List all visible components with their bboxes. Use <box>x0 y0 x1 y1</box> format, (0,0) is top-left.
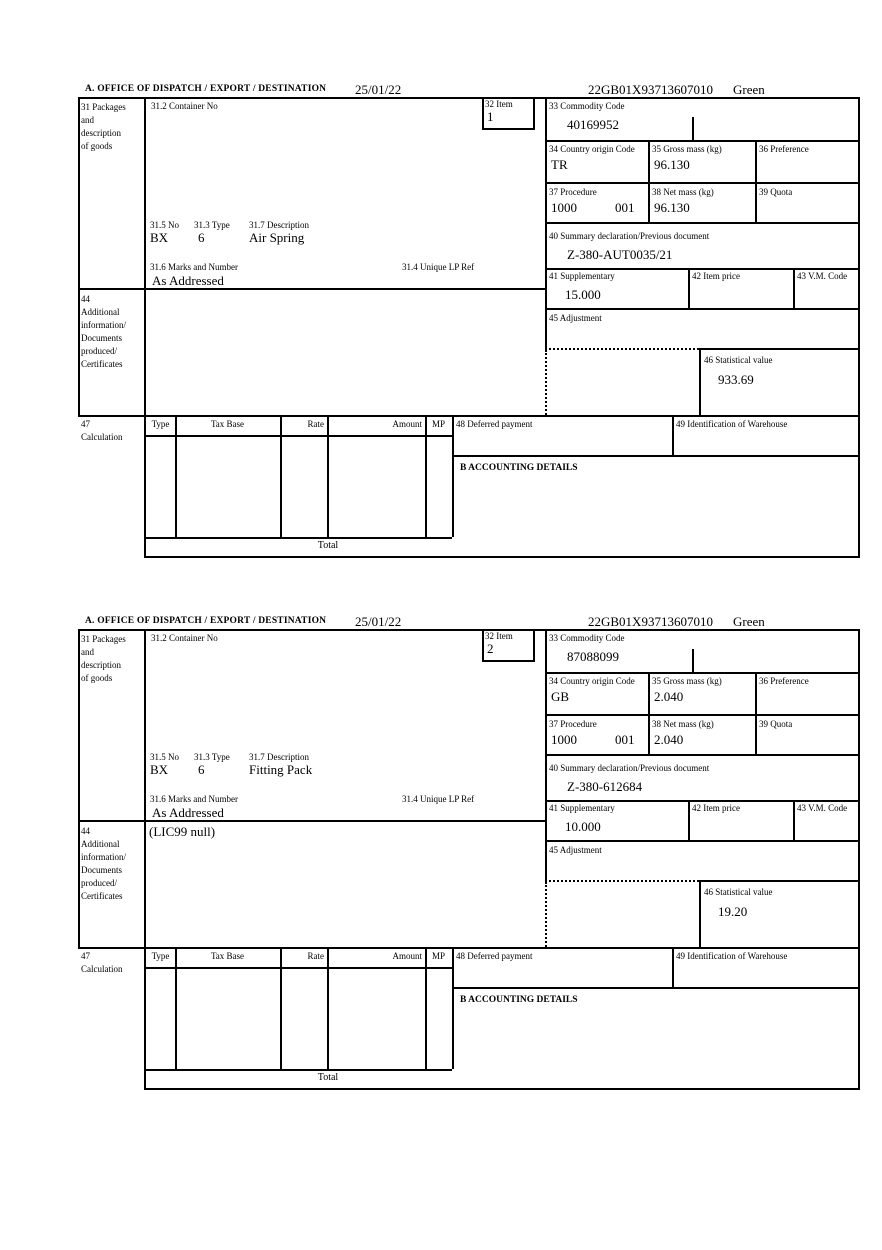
grid-line <box>755 672 757 754</box>
grid-line <box>545 268 860 270</box>
box44-label-line: 44 <box>81 826 90 836</box>
grid-line <box>146 967 452 969</box>
box31-label <box>81 633 126 685</box>
dotted-divider <box>545 348 699 350</box>
box44-label-line: produced/ <box>81 346 117 356</box>
grid-line <box>144 97 146 558</box>
grid-line <box>175 947 177 1069</box>
mp-column-header: MP <box>431 951 445 961</box>
mp-column-header: MP <box>431 419 445 429</box>
marks-and-number-value: As Addressed <box>152 273 224 288</box>
box44-label-line: Documents <box>81 333 122 343</box>
additional-information-value: (LIC99 null) <box>149 824 216 839</box>
goods-description-value: Air Spring <box>249 230 305 245</box>
box31-4-unique-lp-ref-label: 31.4 Unique LP Ref <box>402 262 475 272</box>
box48-deferred-payment-label: 48 Deferred payment <box>456 419 533 429</box>
box32-item-label: 32 Item <box>485 631 513 641</box>
box44-label-line: produced/ <box>81 878 117 888</box>
tax-base-column-header: Tax Base <box>210 951 245 961</box>
office-of-dispatch-header: A. OFFICE OF DISPATCH / EXPORT / DESTINATION <box>85 84 327 94</box>
box33-commodity-code-label: 33 Commodity Code <box>549 633 625 643</box>
box31-6-marks-label: 31.6 Marks and Number <box>150 262 238 272</box>
grid-line <box>672 415 674 455</box>
supplementary-value: 15.000 <box>565 287 601 302</box>
grid-line <box>482 629 484 660</box>
grid-line <box>545 714 860 716</box>
box44-label-line: information/ <box>81 320 126 330</box>
mrn-value: 22GB01X93713607010 <box>588 614 713 629</box>
box31-label-line: description <box>81 128 121 138</box>
box36-preference-label: 36 Preference <box>759 676 809 686</box>
grid-line <box>78 629 80 947</box>
previous-document-value: Z-380-AUT0035/21 <box>567 247 673 262</box>
office-of-dispatch-header: A. OFFICE OF DISPATCH / EXPORT / DESTINATION <box>85 616 327 626</box>
box37-procedure-label: 37 Procedure <box>549 719 597 729</box>
grid-line <box>146 435 452 437</box>
box44-label <box>81 825 126 903</box>
box31-label-line: of goods <box>81 673 113 683</box>
grid-line <box>425 947 427 1069</box>
country-origin-value: GB <box>551 689 570 704</box>
box48-deferred-payment-label: 48 Deferred payment <box>456 951 533 961</box>
package-number-value: BX <box>150 230 169 245</box>
grid-line <box>858 97 860 558</box>
grid-line <box>545 754 860 756</box>
grid-line <box>545 222 860 224</box>
grid-line <box>482 660 535 662</box>
box31-2-container-no-label: 31.2 Container No <box>151 633 218 643</box>
box47-label-line: 47 <box>81 951 90 961</box>
grid-line <box>688 268 690 308</box>
box31-6-marks-label: 31.6 Marks and Number <box>150 794 238 804</box>
grid-line <box>452 455 860 457</box>
box44-label <box>81 293 126 371</box>
package-type-value: 6 <box>198 762 205 777</box>
grid-line <box>144 1088 860 1090</box>
box47-calculation-label <box>81 950 123 976</box>
country-origin-value: TR <box>551 157 568 172</box>
box41-supplementary-label: 41 Supplementary <box>549 803 615 813</box>
box31-label-line: and <box>81 115 94 125</box>
declaration-date: 25/01/22 <box>355 82 402 97</box>
grid-line <box>144 629 146 1090</box>
grid-line <box>482 97 484 128</box>
box31-label-line: of goods <box>81 141 113 151</box>
rate-column-header: Rate <box>307 951 324 961</box>
box35-gross-mass-label: 35 Gross mass (kg) <box>652 676 722 686</box>
grid-line <box>146 537 452 539</box>
box42-item-price-label: 42 Item price <box>692 803 740 813</box>
commodity-code-subdivision-line <box>692 649 694 672</box>
box39-quota-label: 39 Quota <box>759 187 793 197</box>
grid-line <box>545 672 860 674</box>
grid-line <box>545 800 860 802</box>
box33-commodity-code-label: 33 Commodity Code <box>549 101 625 111</box>
grid-line <box>280 415 282 537</box>
mrn-value: 22GB01X93713607010 <box>588 82 713 97</box>
grid-line <box>648 672 650 754</box>
item-number-value: 1 <box>487 109 494 124</box>
accounting-details-header: B ACCOUNTING DETAILS <box>460 463 578 473</box>
box38-net-mass-label: 38 Net mass (kg) <box>652 719 714 729</box>
grid-line <box>545 97 547 350</box>
box44-label-line: Certificates <box>81 359 123 369</box>
item-form-grid <box>78 629 860 1090</box>
box38-net-mass-label: 38 Net mass (kg) <box>652 187 714 197</box>
grid-line <box>793 268 795 308</box>
box31-label-line: description <box>81 660 121 670</box>
grid-line <box>146 1069 452 1071</box>
grid-line <box>78 288 545 290</box>
box46-statistical-value-label: 46 Statistical value <box>704 355 773 365</box>
procedure-suffix-value: 001 <box>615 732 635 747</box>
marks-and-number-value: As Addressed <box>152 805 224 820</box>
grid-line <box>648 140 650 222</box>
net-mass-value: 96.130 <box>654 200 690 215</box>
procedure-value: 1000 <box>551 200 577 215</box>
grid-line <box>78 947 860 949</box>
box32-item-label: 32 Item <box>485 99 513 109</box>
box31-5-no-label: 31.5 No <box>150 752 179 762</box>
grid-line <box>755 140 757 222</box>
box37-procedure-label: 37 Procedure <box>549 187 597 197</box>
declaration-item-section <box>0 614 882 1094</box>
grid-line <box>78 820 545 822</box>
item-form-grid <box>78 97 860 558</box>
box47-label-line: Calculation <box>81 964 123 974</box>
grid-line <box>482 128 535 130</box>
box35-gross-mass-label: 35 Gross mass (kg) <box>652 144 722 154</box>
box31-2-container-no-label: 31.2 Container No <box>151 101 218 111</box>
grid-line <box>545 308 860 310</box>
grid-line <box>699 880 860 882</box>
box47-label-line: 47 <box>81 419 90 429</box>
box31-label <box>81 101 126 153</box>
declaration-item-section <box>0 82 882 562</box>
grid-line <box>858 629 860 1090</box>
routing-indicator: Green <box>733 614 765 629</box>
box36-preference-label: 36 Preference <box>759 144 809 154</box>
amount-column-header: Amount <box>392 419 422 429</box>
box43-vm-code-label: 43 V.M. Code <box>797 271 848 281</box>
box46-statistical-value-label: 46 Statistical value <box>704 887 773 897</box>
box31-label-line: 31 Packages <box>81 102 126 112</box>
grid-line <box>545 182 860 184</box>
grid-line <box>452 947 454 1069</box>
box47-calculation-label <box>81 418 123 444</box>
box44-label-line: information/ <box>81 852 126 862</box>
box44-label-line: Additional <box>81 839 120 849</box>
dotted-divider <box>545 882 547 947</box>
commodity-code-subdivision-line <box>692 117 694 140</box>
box31-5-no-label: 31.5 No <box>150 220 179 230</box>
dotted-divider <box>545 880 699 882</box>
grid-line <box>545 629 547 882</box>
declaration-date: 25/01/22 <box>355 614 402 629</box>
goods-description-value: Fitting Pack <box>249 762 313 777</box>
grid-line <box>699 348 701 415</box>
box44-label-line: Documents <box>81 865 122 875</box>
item-number-value: 2 <box>487 641 494 656</box>
dotted-divider <box>545 350 547 415</box>
grid-line <box>793 800 795 840</box>
grid-line <box>78 97 860 99</box>
box31-7-description-label: 31.7 Description <box>249 220 309 230</box>
grid-line <box>78 97 80 415</box>
commodity-code-value: 87088099 <box>567 649 619 664</box>
grid-line <box>452 415 454 537</box>
box40-previous-document-label: 40 Summary declaration/Previous document <box>549 763 710 773</box>
grid-line <box>327 415 329 537</box>
box42-item-price-label: 42 Item price <box>692 271 740 281</box>
grid-line <box>545 840 860 842</box>
grid-line <box>699 880 701 947</box>
grid-line <box>78 415 860 417</box>
grid-line <box>425 415 427 537</box>
box31-label-line: 31 Packages <box>81 634 126 644</box>
statistical-value: 933.69 <box>718 372 754 387</box>
package-number-value: BX <box>150 762 169 777</box>
box31-7-description-label: 31.7 Description <box>249 752 309 762</box>
gross-mass-value: 96.130 <box>654 157 690 172</box>
box31-label-line: and <box>81 647 94 657</box>
box31-3-type-label: 31.3 Type <box>194 752 230 762</box>
rate-column-header: Rate <box>307 419 324 429</box>
grid-line <box>533 629 535 660</box>
grid-line <box>144 556 860 558</box>
grid-line <box>545 140 860 142</box>
previous-document-value: Z-380-612684 <box>567 779 643 794</box>
box31-4-unique-lp-ref-label: 31.4 Unique LP Ref <box>402 794 475 804</box>
box45-adjustment-label: 45 Adjustment <box>549 845 602 855</box>
package-type-value: 6 <box>198 230 205 245</box>
commodity-code-value: 40169952 <box>567 117 619 132</box>
net-mass-value: 2.040 <box>654 732 684 747</box>
box39-quota-label: 39 Quota <box>759 719 793 729</box>
grid-line <box>533 97 535 128</box>
amount-column-header: Amount <box>392 951 422 961</box>
total-row-label: Total <box>317 540 339 551</box>
tax-type-column-header: Type <box>151 951 170 961</box>
box44-label-line: 44 <box>81 294 90 304</box>
grid-line <box>688 800 690 840</box>
box43-vm-code-label: 43 V.M. Code <box>797 803 848 813</box>
procedure-suffix-value: 001 <box>615 200 635 215</box>
box34-country-origin-label: 34 Country origin Code <box>549 676 635 686</box>
accounting-details-header: B ACCOUNTING DETAILS <box>460 995 578 1005</box>
grid-line <box>672 947 674 987</box>
grid-line <box>452 987 860 989</box>
box49-warehouse-label: 49 Identification of Warehouse <box>676 419 788 429</box>
box44-label-line: Certificates <box>81 891 123 901</box>
grid-line <box>280 947 282 1069</box>
procedure-value: 1000 <box>551 732 577 747</box>
grid-line <box>78 629 860 631</box>
statistical-value: 19.20 <box>718 904 748 919</box>
box34-country-origin-label: 34 Country origin Code <box>549 144 635 154</box>
box40-previous-document-label: 40 Summary declaration/Previous document <box>549 231 710 241</box>
box49-warehouse-label: 49 Identification of Warehouse <box>676 951 788 961</box>
box41-supplementary-label: 41 Supplementary <box>549 271 615 281</box>
supplementary-value: 10.000 <box>565 819 601 834</box>
box31-3-type-label: 31.3 Type <box>194 220 230 230</box>
grid-line <box>327 947 329 1069</box>
box47-label-line: Calculation <box>81 432 123 442</box>
total-row-label: Total <box>317 1072 339 1083</box>
box44-label-line: Additional <box>81 307 120 317</box>
gross-mass-value: 2.040 <box>654 689 684 704</box>
tax-base-column-header: Tax Base <box>210 419 245 429</box>
routing-indicator: Green <box>733 82 765 97</box>
grid-line <box>699 348 860 350</box>
box45-adjustment-label: 45 Adjustment <box>549 313 602 323</box>
grid-line <box>175 415 177 537</box>
tax-type-column-header: Type <box>151 419 170 429</box>
